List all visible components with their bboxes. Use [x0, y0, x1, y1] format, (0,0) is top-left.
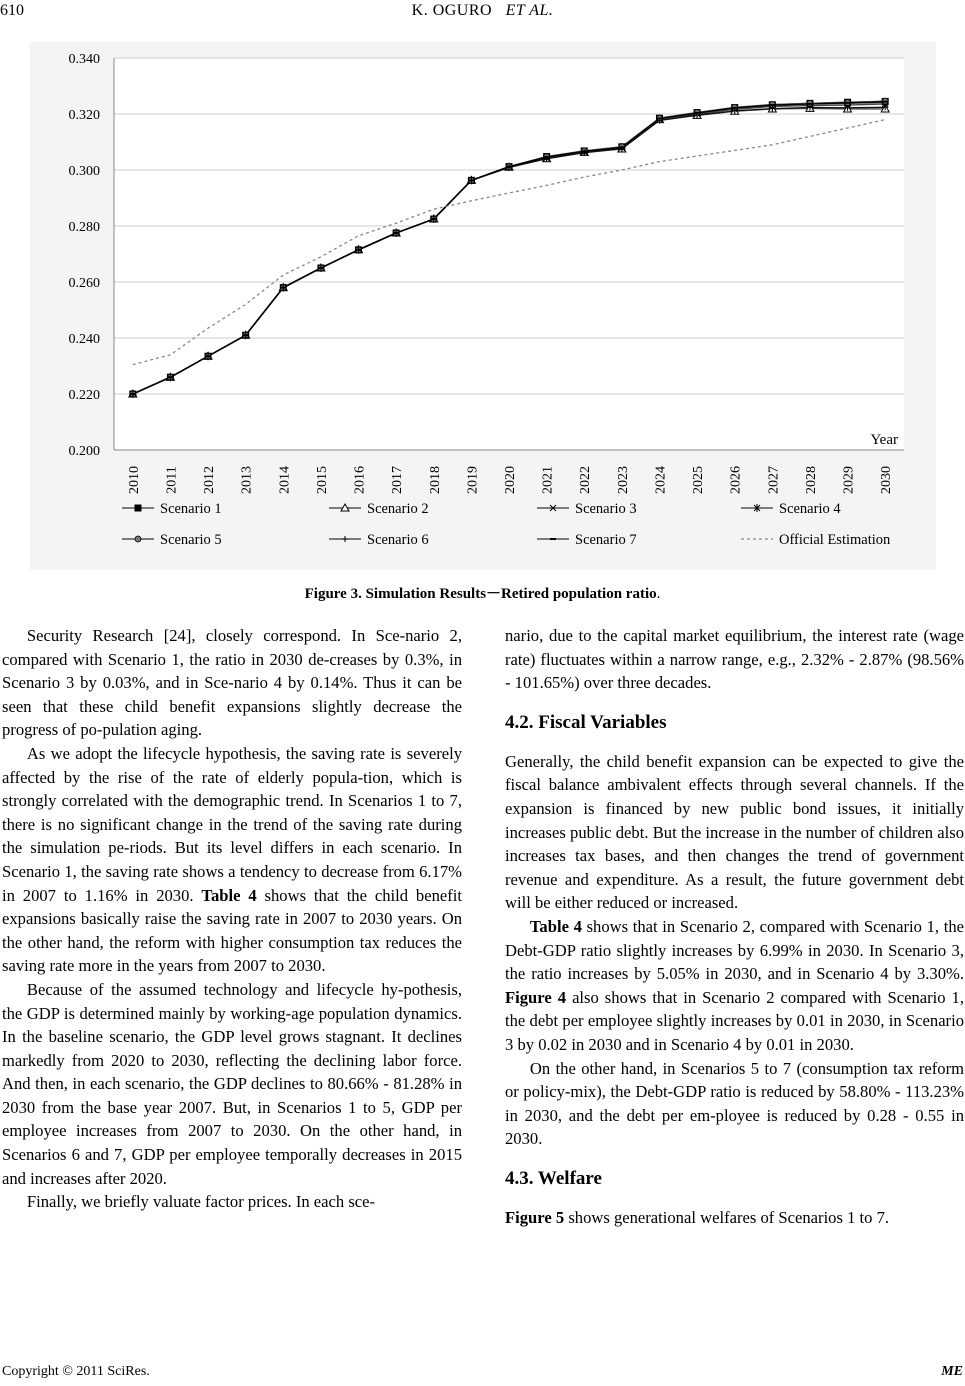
x-tick-label: 2016	[352, 466, 368, 494]
running-title	[0, 2, 965, 20]
caption-main: Figure 3. Simulation Results	[304, 586, 487, 602]
y-tick-label: 0.300	[68, 164, 100, 179]
paragraph	[2, 742, 462, 978]
x-tick-label: 2017	[390, 466, 406, 494]
paragraph: Finally, we briefly valuate factor prices. In each sce-	[26, 1192, 376, 1212]
chart-svg	[30, 42, 936, 570]
y-tick-label: 0.200	[68, 444, 100, 459]
x-tick-label: 2014	[277, 466, 293, 494]
y-tick-label: 0.220	[68, 388, 100, 403]
x-tick-label: 2021	[540, 466, 556, 494]
x-tick-label: 2018	[427, 466, 443, 494]
x-tick-label: 2024	[653, 466, 669, 494]
y-tick-label: 0.260	[68, 276, 100, 291]
figure-caption	[0, 582, 965, 603]
right-column	[505, 624, 964, 1229]
figure-5-ref: Figure 5	[505, 1207, 565, 1227]
x-tick-label: 2023	[615, 466, 631, 494]
page-number: 610	[0, 2, 24, 19]
caption-period: .	[656, 586, 661, 602]
y-tick-label: 0.320	[68, 108, 100, 123]
running-title-authors: K. OGURO	[411, 2, 493, 19]
x-tick-label: 2029	[841, 466, 857, 494]
caption-sub: Retired population ratio	[501, 586, 657, 602]
x-tick-label: 2013	[239, 466, 255, 494]
paragraph-text: shows that in Scenario 2, compared with Scenario 1, the Debt-GDP ratio slightly increases by 6.99% in 2030. In Scenario 3, the ratio increases by 5.05% in 2030, and in Scenario 4 by 3.30%.	[505, 916, 965, 984]
y-tick-label: 0.280	[68, 220, 100, 235]
paragraph	[505, 915, 964, 1057]
y-tick-label: 0.240	[68, 332, 100, 347]
plot-area	[114, 58, 904, 450]
paragraph: Because of the assumed technology and lifecycle hy-pothesis, the GDP is determined mainly by working-age population dynamics. In the baseline scenario, the GDP level grows stagnant. It declines markedly from 2020 to 2030, reflecting the declining labor force. And then, in each scenario, the GDP declines to 80.66% - 81.28% in 2030 from the base year 2007. But, in Scenarios 1 to 5, GDP per employee increases from 2007 to 2030. On the other hand, in Scenarios 6 and 7, GDP per employee temporally decreases in 2015 and increases after 2020.	[2, 979, 462, 1188]
y-tick-label: 0.340	[68, 52, 100, 67]
x-tick-label: 2011	[164, 466, 180, 494]
paragraph	[505, 1206, 964, 1230]
x-tick-label: 2010	[126, 466, 142, 494]
x-tick-label: 2019	[465, 466, 481, 494]
figure-4-ref: Figure 4	[505, 987, 567, 1007]
x-tick-label: 2025	[691, 466, 707, 494]
legend-label: Scenario 1	[160, 501, 222, 517]
legend-label: Scenario 3	[575, 501, 637, 517]
paragraph: Security Research [24], closely correspond. In Sce-nario 2, compared with Scenario 1, the ratio in 2030 de-creases by 0.3%, in Scenario 3 by 0.03%, and in Sce-nario 4 by 0.14%. Thus it can be seen that these child benefit expansions slightly decrease the progress of po-pulation aging.	[2, 626, 462, 740]
footer-journal: ME	[941, 1364, 963, 1379]
x-tick-label: 2020	[503, 466, 518, 494]
figure-3-chart	[30, 42, 936, 570]
legend-label: Scenario 2	[367, 501, 429, 517]
caption-dash: －	[486, 586, 502, 602]
section-heading-4-2: 4.2. Fiscal Variables	[505, 711, 667, 733]
paragraph-text: As we adopt the lifecycle hypothesis, the saving rate is severely affected by the rise of the rate of elderly popula-tion, which is strongly correlated with the demographic trend. In Scenarios 1 to 7, there is no significant change in the trend of the saving rate during the simulation pe-riods. But its level differs in each scenario. In Scenario 1, the saving rate shows a tendency to decrease from 6.17% in 2007 to 1.16% in 2030.	[2, 743, 462, 905]
x-tick-label: 2015	[314, 466, 330, 494]
paragraph-text: shows that the child benefit expansions basically raise the saving rate in 2007 to 2030 years. On the other hand, the reform with higher consumption tax reduces the saving rate more in the years from 2007 to 2030.	[2, 885, 462, 976]
legend-label: Official Estimation	[779, 532, 891, 548]
x-tick-label: 2027	[766, 466, 782, 494]
left-column	[2, 624, 462, 1214]
paragraph: On the other hand, in Scenarios 5 to 7 (consumption tax reform or policy-mix), the Debt-GDP ratio is reduced by 58.80% - 113.23% in 2030, and the debt per em-ployee is reduced by 0.28 - 0.55 in 2030.	[505, 1058, 964, 1149]
paragraph: nario, due to the capital market equilibrium, the interest rate (wage rate) fluctuates within a narrow range, e.g., 2.32% - 2.87% (98.56% - 101.65%) over three decades.	[505, 626, 964, 693]
running-title-etal: ET AL.	[505, 2, 554, 19]
x-tick-label: 2022	[578, 466, 594, 494]
table-4-ref: Table 4	[529, 916, 582, 936]
paragraph-text: shows generational welfares of Scenarios 1 to 7.	[568, 1207, 890, 1227]
x-tick-label: 2030	[879, 466, 895, 494]
legend-label: Scenario 4	[779, 501, 841, 517]
x-tick-label: 2012	[202, 466, 218, 494]
legend-label: Scenario 5	[160, 532, 222, 548]
x-axis-label: Year	[870, 432, 898, 448]
section-heading-4-3: 4.3. Welfare	[505, 1167, 602, 1189]
table-4-ref: Table 4	[201, 885, 257, 905]
paragraph-text: also shows that in Scenario 2 compared with Scenario 1, the debt per employee slightly increases by 0.01 in 2030, in Scenario 3 by 0.02 in 2030 and in Scenario 4 by 0.01 in 2030.	[505, 987, 965, 1054]
x-tick-label: 2028	[803, 466, 819, 494]
legend-marker	[135, 505, 141, 511]
legend-label: Scenario 7	[575, 532, 637, 548]
legend-marker	[135, 536, 141, 542]
legend-label: Scenario 6	[367, 532, 429, 548]
paragraph: Generally, the child benefit expansion can be expected to give the fiscal balance ambivalent effects through several channels. If the expansion is financed by new public bond issues, it initially increases public debt. But the increase in the number of children also increases tax bases, and then changes the trend of government revenue and expenditure. As a result, the future government debt will be either reduced or increased.	[505, 751, 964, 913]
x-tick-label: 2026	[728, 466, 744, 494]
footer-copyright: Copyright © 2011 SciRes.	[2, 1364, 150, 1379]
